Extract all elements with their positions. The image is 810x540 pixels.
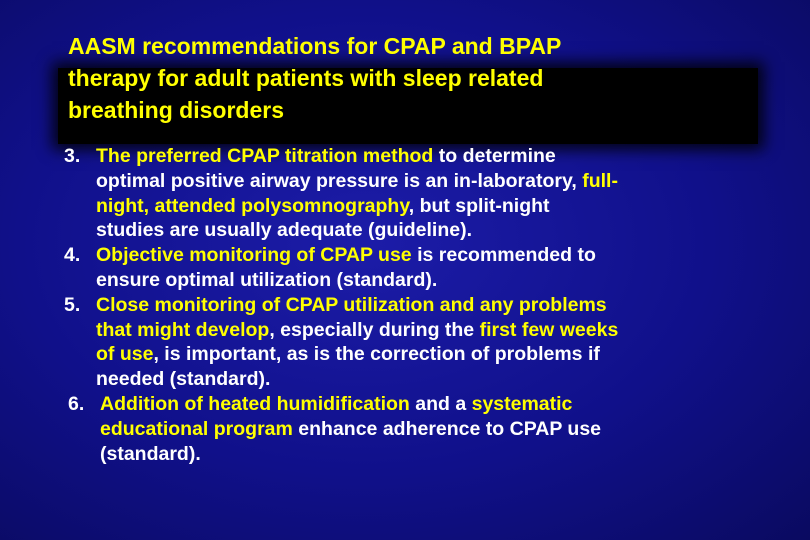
body-text: ensure optimal utilization (standard). [96, 268, 438, 291]
highlighted-text: educational program [100, 417, 293, 440]
item-line [96, 218, 764, 243]
body-text: , is important, as is the correction of problems if [153, 343, 600, 366]
body-text: enhance adherence to CPAP use [292, 417, 602, 440]
recommendation-item [64, 293, 764, 392]
item-line [96, 342, 764, 367]
item-number: 3. [64, 145, 81, 167]
body-text: (standard). [100, 442, 201, 465]
item-line [96, 318, 764, 343]
title-line: breathing disorders [68, 97, 284, 123]
highlighted-text: Objective monitoring of CPAP use [96, 244, 412, 267]
body-text: , but split-night [408, 194, 550, 217]
body-text: needed (standard). [96, 368, 271, 391]
item-line [96, 268, 764, 293]
highlighted-text: night, attended polysomnography [96, 194, 409, 217]
body-text: to determine [433, 145, 556, 167]
slide-title [68, 30, 748, 126]
item-number: 4. [64, 244, 81, 267]
title-line: AASM recommendations for CPAP and BPAP [68, 33, 562, 59]
highlighted-text: that might develop [96, 318, 270, 341]
recommendation-item [64, 243, 764, 293]
item-line [100, 392, 768, 417]
item-line [96, 144, 764, 169]
recommendation-item [64, 144, 764, 243]
item-line [96, 367, 764, 392]
body-text: studies are usually adequate (guideline). [96, 219, 473, 242]
body-text: optimal positive airway pressure is an in-laboratory, [96, 169, 583, 192]
highlighted-text: The preferred CPAP titration method [96, 145, 434, 167]
highlighted-text: Close monitoring of CPAP utilization and any problems [96, 293, 607, 316]
item-number: 6. [68, 392, 85, 415]
recommendation-item [68, 392, 768, 466]
highlighted-text: systematic [471, 392, 573, 415]
highlighted-text: Addition of heated humidification [100, 392, 410, 415]
body-text: and a [409, 392, 472, 415]
item-line [100, 442, 768, 467]
highlighted-text: first few weeks [479, 318, 619, 341]
item-line [96, 243, 764, 268]
recommendation-list [64, 144, 764, 466]
highlighted-text: of use [96, 343, 154, 366]
item-line [100, 417, 768, 442]
body-text: , especially during the [269, 318, 480, 341]
body-text: is recommended to [411, 244, 596, 267]
item-line [96, 293, 764, 318]
item-number: 5. [64, 293, 81, 316]
title-line: therapy for adult patients with sleep related [68, 65, 544, 91]
highlighted-text: full- [582, 169, 618, 192]
item-line [96, 194, 764, 219]
item-line [96, 169, 764, 194]
